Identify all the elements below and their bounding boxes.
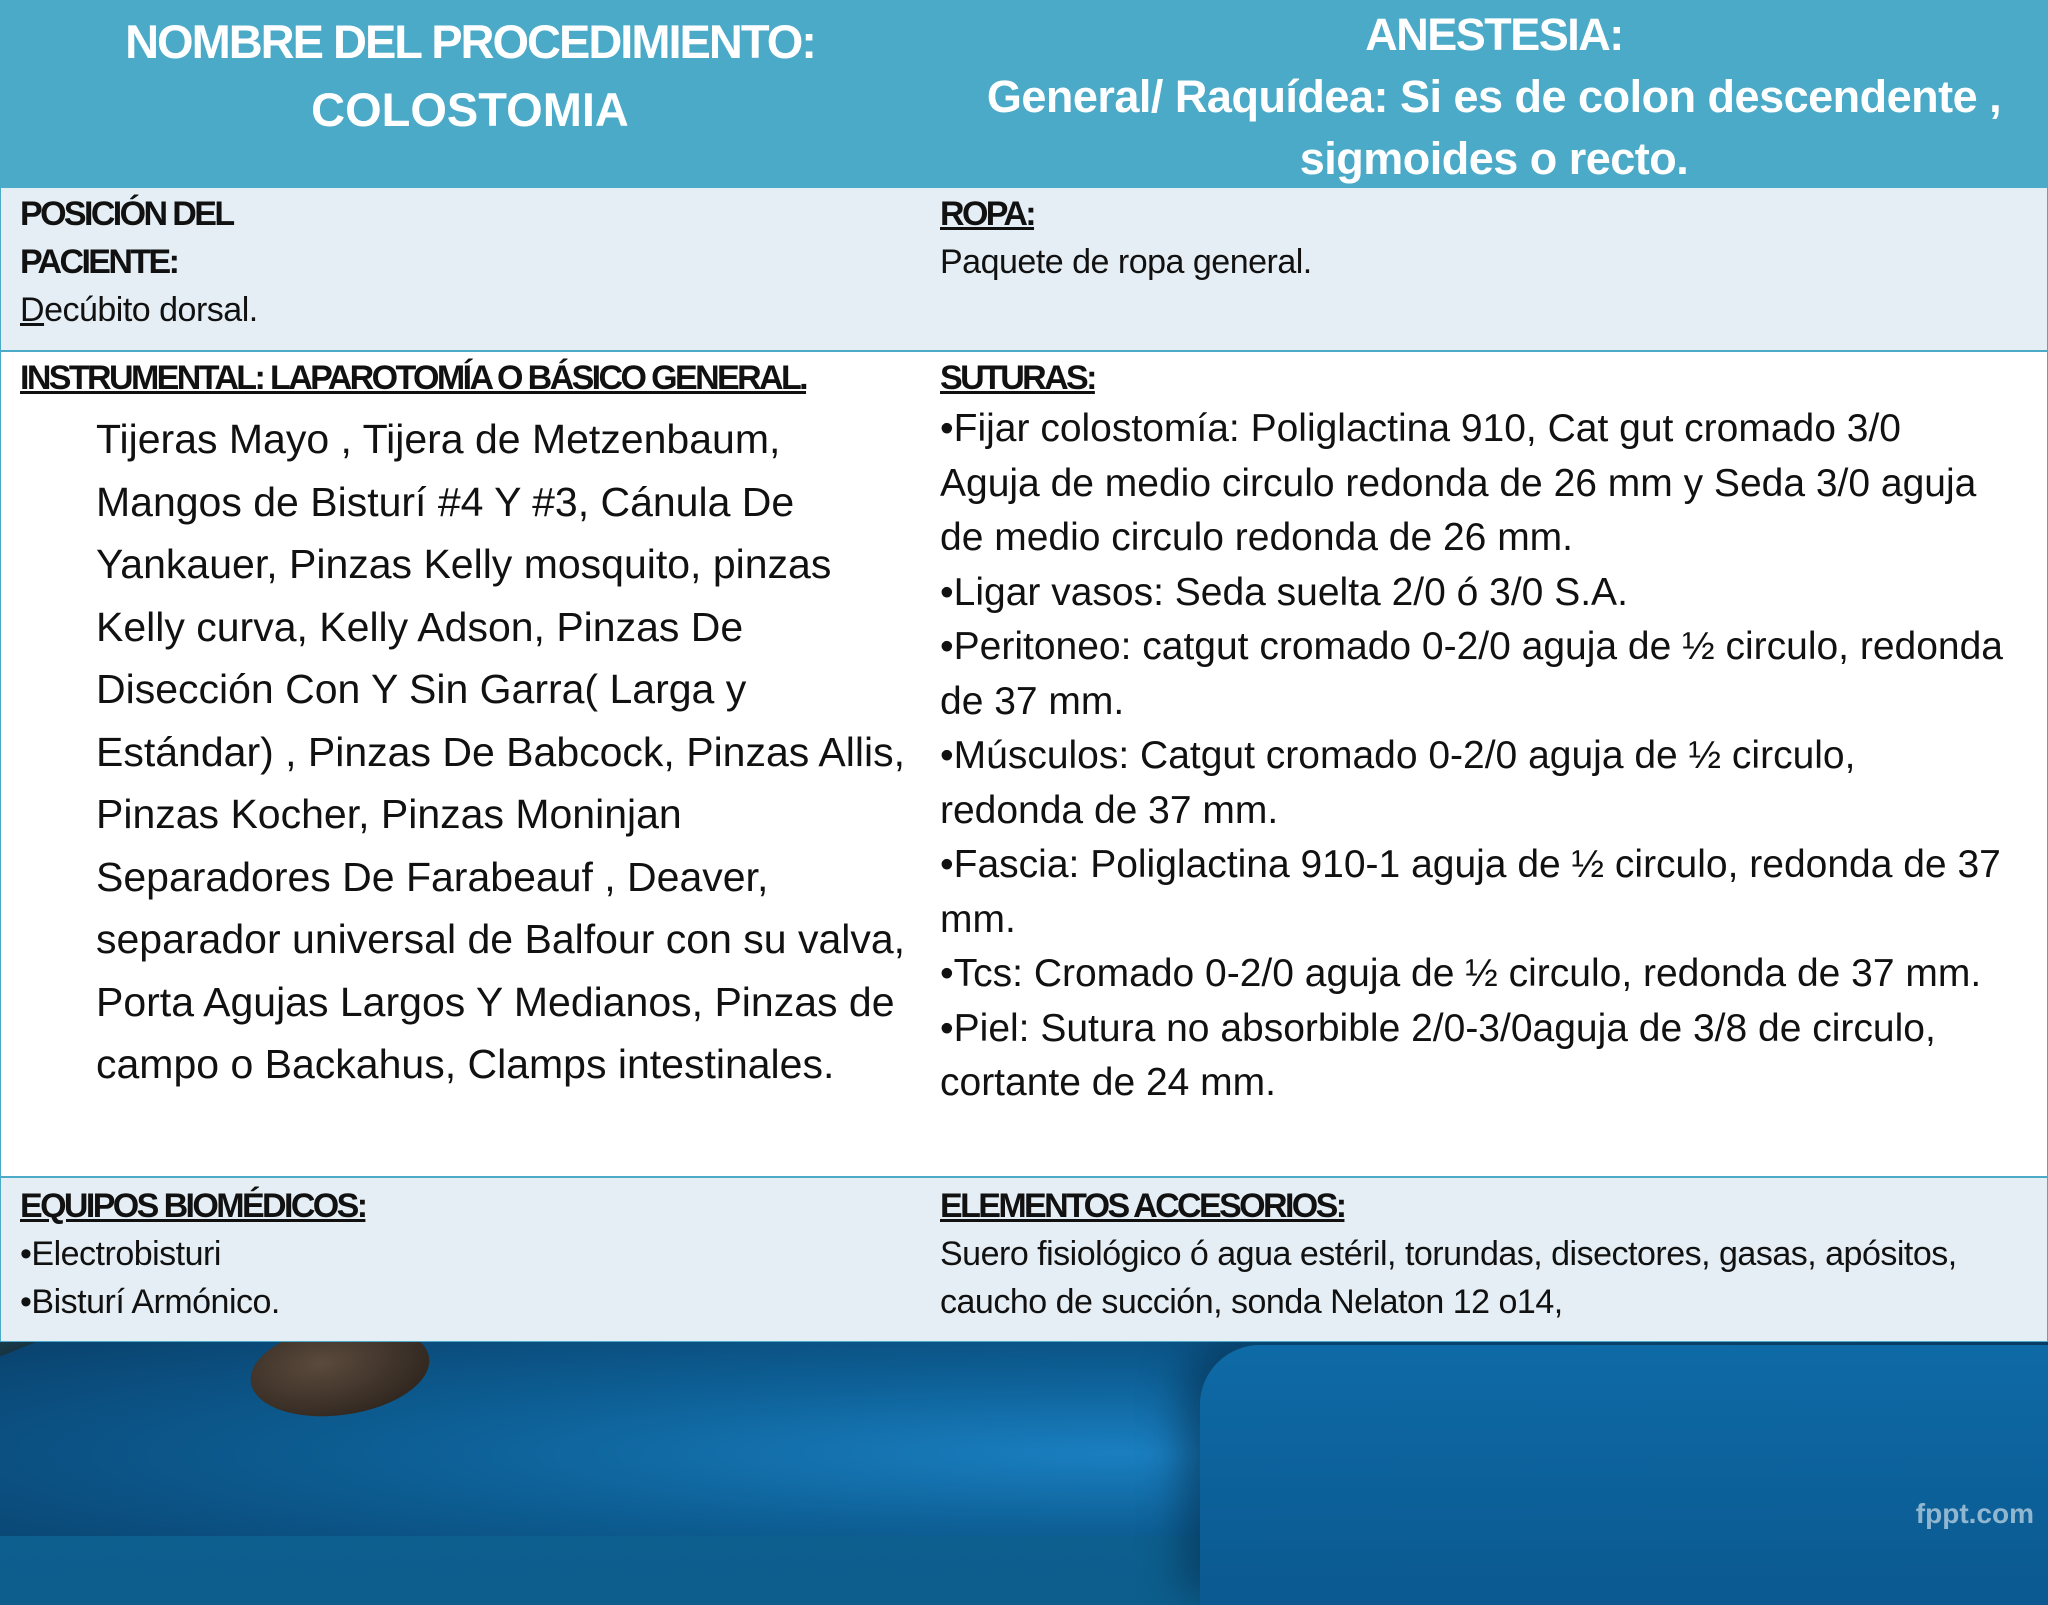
equipment-item-electrobisturi: •Electrobisturi: [20, 1235, 221, 1273]
procedure-name: COLOSTOMIA: [311, 83, 629, 136]
sutures-item-fijar: •Fijar colostomía: Poliglactina 910, Cat gut cromado 3/0 Aguja de medio circulo redonda de 26 mm y Seda 3/0 aguja de medio circulo redonda de 26 mm.: [940, 407, 1977, 559]
procedure-label: NOMBRE DEL PROCEDIMIENTO:: [125, 15, 815, 68]
sutures-cell: [940, 352, 2048, 1178]
position-value-rest: ecúbito dorsal.: [44, 291, 258, 329]
anesthesia-label: ANESTESIA:: [1365, 9, 1623, 60]
position-label-line-1: POSICIÓN DEL: [20, 195, 233, 233]
accessories-label: ELEMENTOS ACCESORIOS:: [940, 1187, 1345, 1225]
equipment-cell: [0, 1178, 940, 1342]
position-label-line-2: PACIENTE:: [20, 243, 178, 281]
instruments-text: Tijeras Mayo , Tijera de Metzenbaum, Mangos de Bisturí #4 Y #3, Cánula De Yankauer, Pinzas Kelly mosquito, pinzas Kelly curva, Kelly Adson, Pinzas De Disección Con Y Sin Garra( Larga y Estándar) , Pinzas De Babcock, Pinzas Allis, Pinzas Kocher, Pinzas Moninjan Separadores De Farabeauf , Deaver, separador universal de Balfour con su valva, Porta Agujas Largos Y Medianos, Pinzas de campo o Backahus, Clamps intestinales.: [96, 416, 906, 1087]
header-row: [0, 0, 2048, 186]
clothing-cell: [940, 188, 2048, 352]
background-curve: [1200, 1345, 2048, 1605]
sutures-item-ligar: •Ligar vasos: Seda suelta 2/0 ó 3/0 S.A.: [940, 570, 1628, 614]
watermark-text: fppt.com: [1915, 1498, 2034, 1529]
position-cell: [0, 188, 940, 352]
clothing-label: ROPA:: [940, 195, 1035, 233]
anesthesia-header-cell: [940, 0, 2048, 186]
sutures-item-fascia: •Fascia: Poliglactina 910-1 aguja de ½ circulo, redonda de 37 mm.: [940, 843, 2001, 941]
sutures-item-tcs: •Tcs: Cromado 0-2/0 aguja de ½ circulo, redonda de 37 mm.: [940, 952, 1982, 995]
instruments-sutures-row: [0, 350, 2048, 1178]
instruments-label: INSTRUMENTAL: LAPAROTOMÍA O BÁSICO GENERAL.: [20, 359, 807, 397]
clothing-value: Paquete de ropa general.: [940, 243, 1312, 281]
instruments-cell: [0, 352, 940, 1178]
anesthesia-line-1: General/ Raquídea: Si es de colon descendente ,: [986, 71, 2002, 122]
procedure-header-cell: [0, 0, 940, 186]
accessories-text: Suero fisiológico ó agua estéril, torundas, disectores, gasas, apósitos, caucho de succión, sonda Nelaton 12 o14,: [940, 1235, 1957, 1321]
equipment-item-armonico: •Bisturí Armónico.: [20, 1283, 280, 1321]
equipment-accessories-row: [0, 1176, 2048, 1342]
sutures-label: SUTURAS:: [940, 359, 1095, 397]
sutures-item-musculos: •Músculos: Catgut cromado 0-2/0 aguja de ½ circulo, redonda de 37 mm.: [940, 734, 1856, 832]
position-clothing-row: [0, 186, 2048, 352]
anesthesia-line-2: sigmoides o recto.: [1299, 133, 1689, 184]
position-value: [20, 286, 940, 334]
sutures-item-piel: •Piel: Sutura no absorbible 2/0-3/0aguja de 3/8 de circulo, cortante de 24 mm.: [940, 1006, 1936, 1104]
equipment-label: EQUIPOS BIOMÉDICOS:: [20, 1187, 366, 1225]
accessories-cell: [940, 1178, 2048, 1342]
sutures-item-peritoneo: •Peritoneo: catgut cromado 0-2/0 aguja de ½ circulo, redonda de 37 mm.: [940, 625, 2003, 723]
position-value-initial: D: [20, 291, 45, 329]
